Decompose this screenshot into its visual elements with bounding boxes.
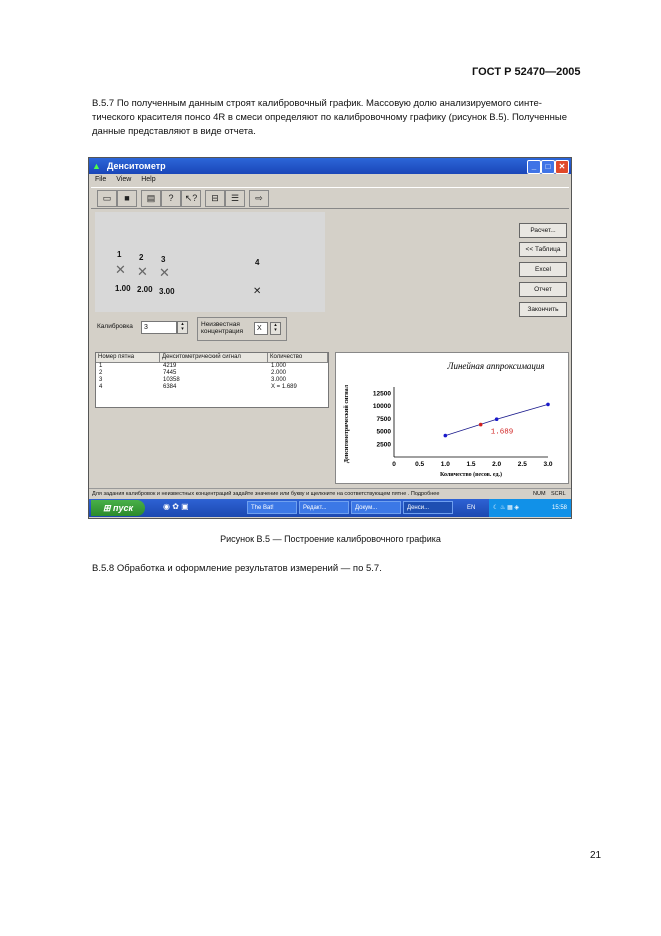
- taskbar: [89, 499, 571, 517]
- help-icon[interactable]: ?: [161, 190, 181, 207]
- page-number: 21: [590, 850, 602, 861]
- y-tick-label: 7500: [376, 415, 391, 423]
- status-num: NUM: [533, 491, 546, 497]
- data-point: [495, 417, 499, 421]
- app-icon: ▲: [92, 161, 101, 171]
- calibration-spinner[interactable]: ▴ ▾: [177, 321, 188, 334]
- table-row[interactable]: 3 10358 3.000: [99, 377, 287, 383]
- start-button[interactable]: ⊞ пуск: [91, 500, 145, 516]
- spot-mark[interactable]: ✕: [253, 286, 262, 297]
- maximize-button[interactable]: □: [541, 160, 555, 174]
- task-document[interactable]: Докум...: [351, 501, 401, 514]
- window-titlebar: [89, 158, 571, 174]
- print-icon[interactable]: ▤: [141, 190, 161, 207]
- save-icon[interactable]: ■: [117, 190, 137, 207]
- x-axis-label: Количество (весов. ед.): [439, 472, 503, 478]
- status-text: Для задания калибровок и неизвестных концентраций задайте значение или букву и щелкните на соответствующем пятне . Подробнее: [92, 491, 440, 497]
- open-icon[interactable]: ▭: [97, 190, 117, 207]
- y-tick-label: 12500: [372, 390, 391, 398]
- menu-help[interactable]: Help: [141, 176, 156, 183]
- spot-mark[interactable]: ✕: [137, 264, 148, 279]
- exit-icon[interactable]: ⇨: [249, 190, 269, 207]
- header-amount[interactable]: Количество: [268, 353, 328, 362]
- y-axis-label: Денситометрический сигнал: [344, 384, 350, 464]
- paragraph-b57: [92, 97, 604, 139]
- table-header: [96, 353, 328, 363]
- data-point: [444, 434, 448, 438]
- x-tick-label: 2.0: [492, 461, 502, 468]
- spot-value: 1.00: [115, 284, 131, 293]
- calibration-input[interactable]: 3: [141, 321, 177, 334]
- tray-icons[interactable]: ☾ ♨ ▦ ◈: [493, 505, 520, 511]
- spot-mark[interactable]: ✕: [159, 265, 170, 280]
- minimize-button[interactable]: _: [527, 160, 541, 174]
- close-button[interactable]: ✕: [555, 160, 569, 174]
- quicklaunch-icon[interactable]: ◉ ✿ ▣: [163, 502, 189, 511]
- x-tick-label: 1.0: [440, 461, 450, 468]
- figure-caption: Рисунок В.5 — Построение калибровочного графика: [220, 534, 441, 544]
- x-tick-label: 2.5: [517, 461, 527, 468]
- task-editor[interactable]: Редакт...: [299, 501, 349, 514]
- calibration-chart: [335, 352, 569, 484]
- header-signal[interactable]: Денситометрический сигнал: [160, 353, 268, 362]
- data-point: [546, 403, 550, 407]
- x-tick-label: 0.5: [415, 461, 425, 468]
- spot-label: 4: [255, 258, 260, 267]
- y-tick-label: 5000: [376, 428, 391, 436]
- window-title: Денситометр: [107, 161, 166, 171]
- densitometer-window: [88, 157, 572, 519]
- y-tick-label: 10000: [372, 403, 391, 411]
- plate-image[interactable]: [95, 212, 325, 312]
- densitometer-icon[interactable]: ⊟: [205, 190, 225, 207]
- unknown-spinner[interactable]: ▴ ▾: [270, 322, 281, 335]
- clock: 15:58: [551, 505, 567, 511]
- header-spot[interactable]: Номер пятна: [96, 353, 160, 362]
- spot-label: 3: [161, 255, 166, 264]
- finish-button[interactable]: Закончить: [519, 302, 567, 317]
- paragraph-line: тического красителя понсо 4R в смеси определяют по калибровочному графику (рисунок В.5). Полученные: [92, 112, 567, 123]
- calculate-button[interactable]: Расчет...: [519, 223, 567, 238]
- menu-bar: [89, 174, 571, 186]
- report-button[interactable]: Отчет: [519, 282, 567, 297]
- paragraph-line: данные представляют в виде отчета.: [92, 126, 256, 137]
- y-tick-label: 2500: [376, 441, 391, 449]
- chart-svg: [336, 353, 568, 483]
- table-row[interactable]: 2 7445 2.000: [99, 370, 287, 376]
- paragraph-line: В.5.7 По полученным данным строят калибровочный график. Массовую долю анализируемого синте-: [92, 98, 542, 109]
- excel-button[interactable]: Excel: [519, 262, 567, 277]
- spot-value: 3.00: [159, 287, 175, 296]
- unknown-label: Неизвестная концентрация: [201, 321, 244, 335]
- toolbar: [91, 187, 569, 209]
- status-bar: [89, 488, 571, 499]
- spot-label: 1: [117, 250, 122, 259]
- x-tick-label: 1.5: [466, 461, 476, 468]
- table-button[interactable]: << Таблица: [519, 242, 567, 257]
- system-tray: [489, 499, 571, 517]
- calibration-label: Калибровка: [97, 323, 133, 330]
- spot-label: 2: [139, 253, 144, 262]
- section-b58: В.5.8 Обработка и оформление результатов измерений — по 5.7.: [92, 563, 382, 574]
- windows-logo-icon: ⊞: [102, 503, 113, 513]
- unknown-input[interactable]: X: [254, 322, 268, 335]
- report-icon[interactable]: ☰: [225, 190, 245, 207]
- unknown-label: 1.689: [490, 428, 514, 437]
- data-table: [95, 352, 329, 408]
- x-tick-label: 0: [392, 461, 396, 468]
- task-thebat[interactable]: The Bat!: [247, 501, 297, 514]
- standard-number: ГОСТ Р 52470—2005: [472, 66, 581, 78]
- unknown-point: [479, 423, 483, 427]
- task-densitometer[interactable]: Денси...: [403, 501, 453, 514]
- menu-view[interactable]: View: [116, 176, 132, 183]
- chart-title: Линейная аппроксимация: [447, 361, 545, 371]
- spot-mark[interactable]: ✕: [115, 262, 126, 277]
- menu-file[interactable]: File: [95, 176, 107, 183]
- status-scrl: SCRL: [551, 491, 566, 497]
- table-row[interactable]: 4 6384 X = 1.689: [99, 384, 297, 390]
- context-help-icon[interactable]: ↖?: [181, 190, 201, 207]
- unknown-group: [197, 317, 287, 341]
- x-tick-label: 3.0: [543, 461, 553, 468]
- table-row[interactable]: 1 4219 1.000: [99, 363, 287, 369]
- language-indicator[interactable]: EN: [467, 505, 476, 511]
- spot-value: 2.00: [137, 285, 153, 294]
